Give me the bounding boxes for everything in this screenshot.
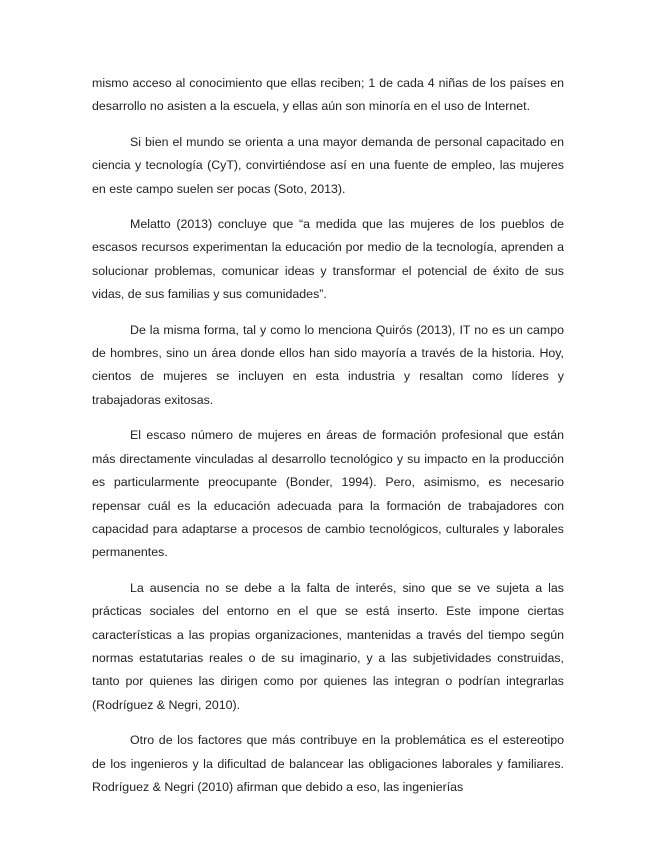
paragraph-continuation: mismo acceso al conocimiento que ellas reciben; 1 de cada 4 niñas de los países en desarrollo no asisten a la escuela, y ellas aún son minoría en el uso de Internet. (92, 76, 564, 114)
paragraph-cyt-demand: Si bien el mundo se orienta a una mayor demanda de personal capacitado en ciencia y tecnología (CyT), convirtiéndose así en una fuente de empleo, las mujeres en este campo suelen ser pocas (Soto, 2013). (92, 134, 564, 196)
document-body (92, 72, 564, 811)
paragraph-estereotipo: Otro de los factores que más contribuye en la problemática es el estereotipo de los ingenieros y la dificultad de balancear las obligaciones laborales y familiares. Rodríguez & Negri (2010) afirman que debido a eso, las ingenierías (92, 733, 564, 794)
paragraph-melatto-quote: Melatto (2013) concluye que “a medida que las mujeres de los pueblos de escasos recursos experimentan la educación por medio de la tecnología, aprenden a solucionar problemas, comunicar ideas y transformar el potencial de éxito de sus vidas, de sus familias y sus comunidades”. (92, 217, 564, 302)
paragraph-bonder: El escaso número de mujeres en áreas de formación profesional que están más directamente vinculadas al desarrollo tecnológico y su impacto en la producción es particularmente preocupante (Bonder, 1994). Pero, asimismo, es necesario repensar cuál es la educación adecuada para la formación de trabajadores con capacidad para adaptarse a procesos de cambio tecnológicos, culturales y laborales permanentes. (92, 428, 564, 560)
paragraph-quiros: De la misma forma, tal y como lo menciona Quirós (2013), IT no es un campo de hombres, sino un área donde ellos han sido mayoría a través de la historia. Hoy, cientos de mujeres se incluyen en esta industria y resaltan como líderes y trabajadoras exitosas. (92, 322, 564, 407)
paragraph-ausencia: La ausencia no se debe a la falta de interés, sino que se ve sujeta a las prácticas sociales del entorno en el que se está inserto. Este impone ciertas características a las propias organizaciones, mantenidas a través del tiempo según normas estatutarias reales o de su imaginario, y a las subjetividades construidas, tanto por quienes las dirigen como por quienes las integran o podrían integrarlas (Rodríguez & Negri, 2010). (92, 580, 564, 712)
